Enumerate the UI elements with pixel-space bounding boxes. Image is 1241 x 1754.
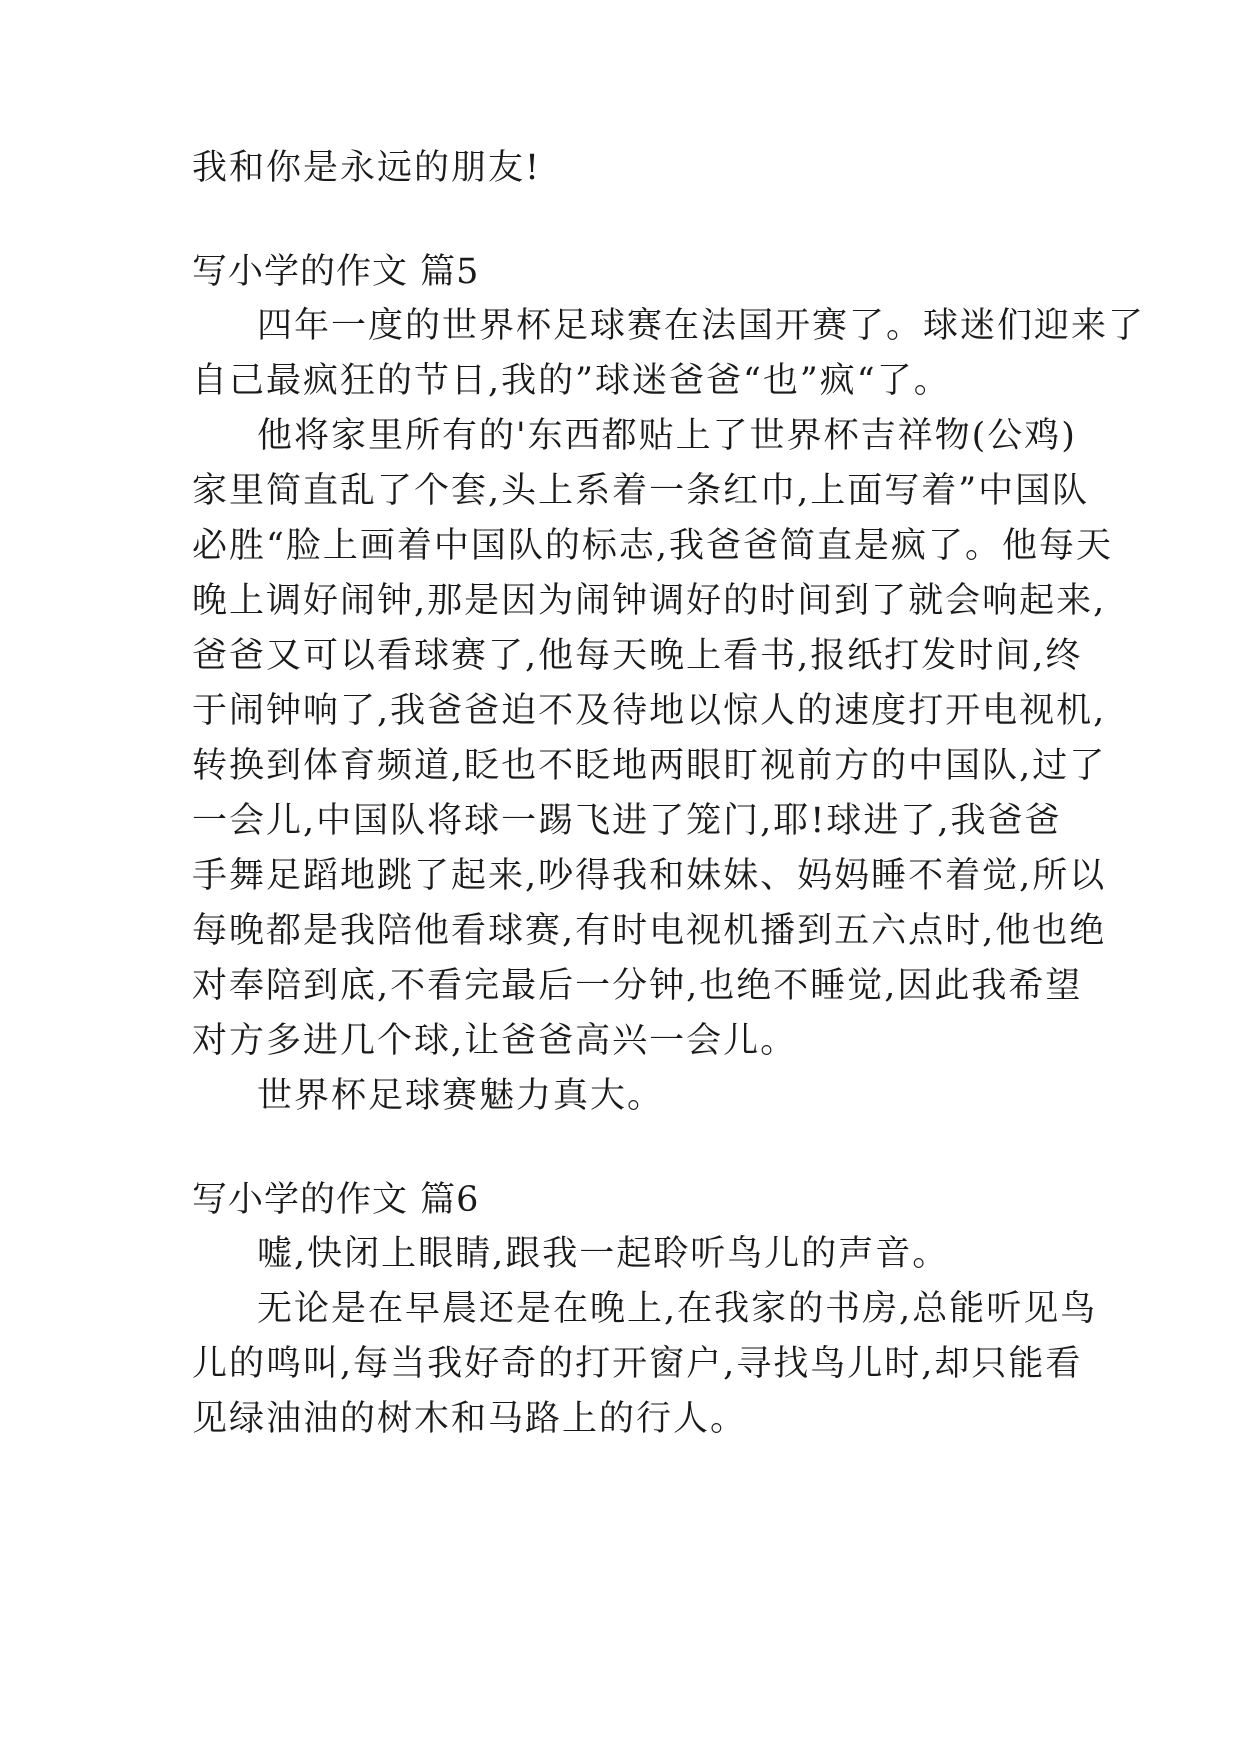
essay-5-line: 四年一度的世界杯足球赛在法国开赛了。球迷们迎来了 (257, 306, 1146, 346)
essay-5-line: 爸爸又可以看球赛了,他每天晚上看书,报纸打发时间,终 (192, 636, 1083, 676)
essay-6-line: 嘘,快闭上眼睛,跟我一起聆听鸟儿的声音。 (257, 1234, 950, 1274)
essay-5-line: 一会儿,中国队将球一踢飞进了笼门,耶!球进了,我爸爸 (192, 801, 1062, 841)
essay-6-title: 写小学的作文 篇6 (192, 1180, 480, 1220)
essay-5-line: 世界杯足球赛魅力真大。 (257, 1076, 665, 1116)
essay-5-line: 手舞足蹈地跳了起来,吵得我和妹妹、妈妈睡不着觉,所以 (192, 856, 1107, 896)
essay-6-line: 无论是在早晨还是在晚上,在我家的书房,总能听见鸟 (257, 1289, 1098, 1329)
essay-5-line: 必胜“脸上画着中国队的标志,我爸爸简直是疯了。他每天 (192, 526, 1114, 566)
essay-5-line: 转换到体育频道,眨也不眨地两眼盯视前方的中国队,过了 (192, 746, 1107, 786)
essay-6-line: 见绿油油的树木和马路上的行人。 (192, 1399, 748, 1439)
essay-5-line: 家里简直乱了个套,头上系着一条红巾,上面写着”中国队 (192, 471, 1090, 511)
essay-5-line: 每晚都是我陪他看球赛,有时电视机播到五六点时,他也绝 (192, 911, 1107, 951)
essay-6-line: 儿的鸣叫,每当我好奇的打开窗户,寻找鸟儿时,却只能看 (192, 1344, 1083, 1384)
essay-5-line: 自己最疯狂的节日,我的”球迷爸爸“也”疯“了。 (192, 361, 951, 401)
essay-5-line: 晚上调好闹钟,那是因为闹钟调好的时间到了就会响起来, (192, 581, 1107, 621)
essay-5-line: 对奉陪到底,不看完最后一分钟,也绝不睡觉,因此我希望 (192, 966, 1083, 1006)
closing-line: 我和你是永远的朋友! (192, 148, 542, 188)
essay-5-title: 写小学的作文 篇5 (192, 252, 480, 292)
essay-5-line: 于闹钟响了,我爸爸迫不及待地以惊人的速度打开电视机, (192, 691, 1107, 731)
essay-5-line: 他将家里所有的'东西都贴上了世界杯吉祥物(公鸡) (257, 416, 1077, 456)
essay-5-line: 对方多进几个球,让爸爸高兴一会儿。 (192, 1021, 798, 1061)
